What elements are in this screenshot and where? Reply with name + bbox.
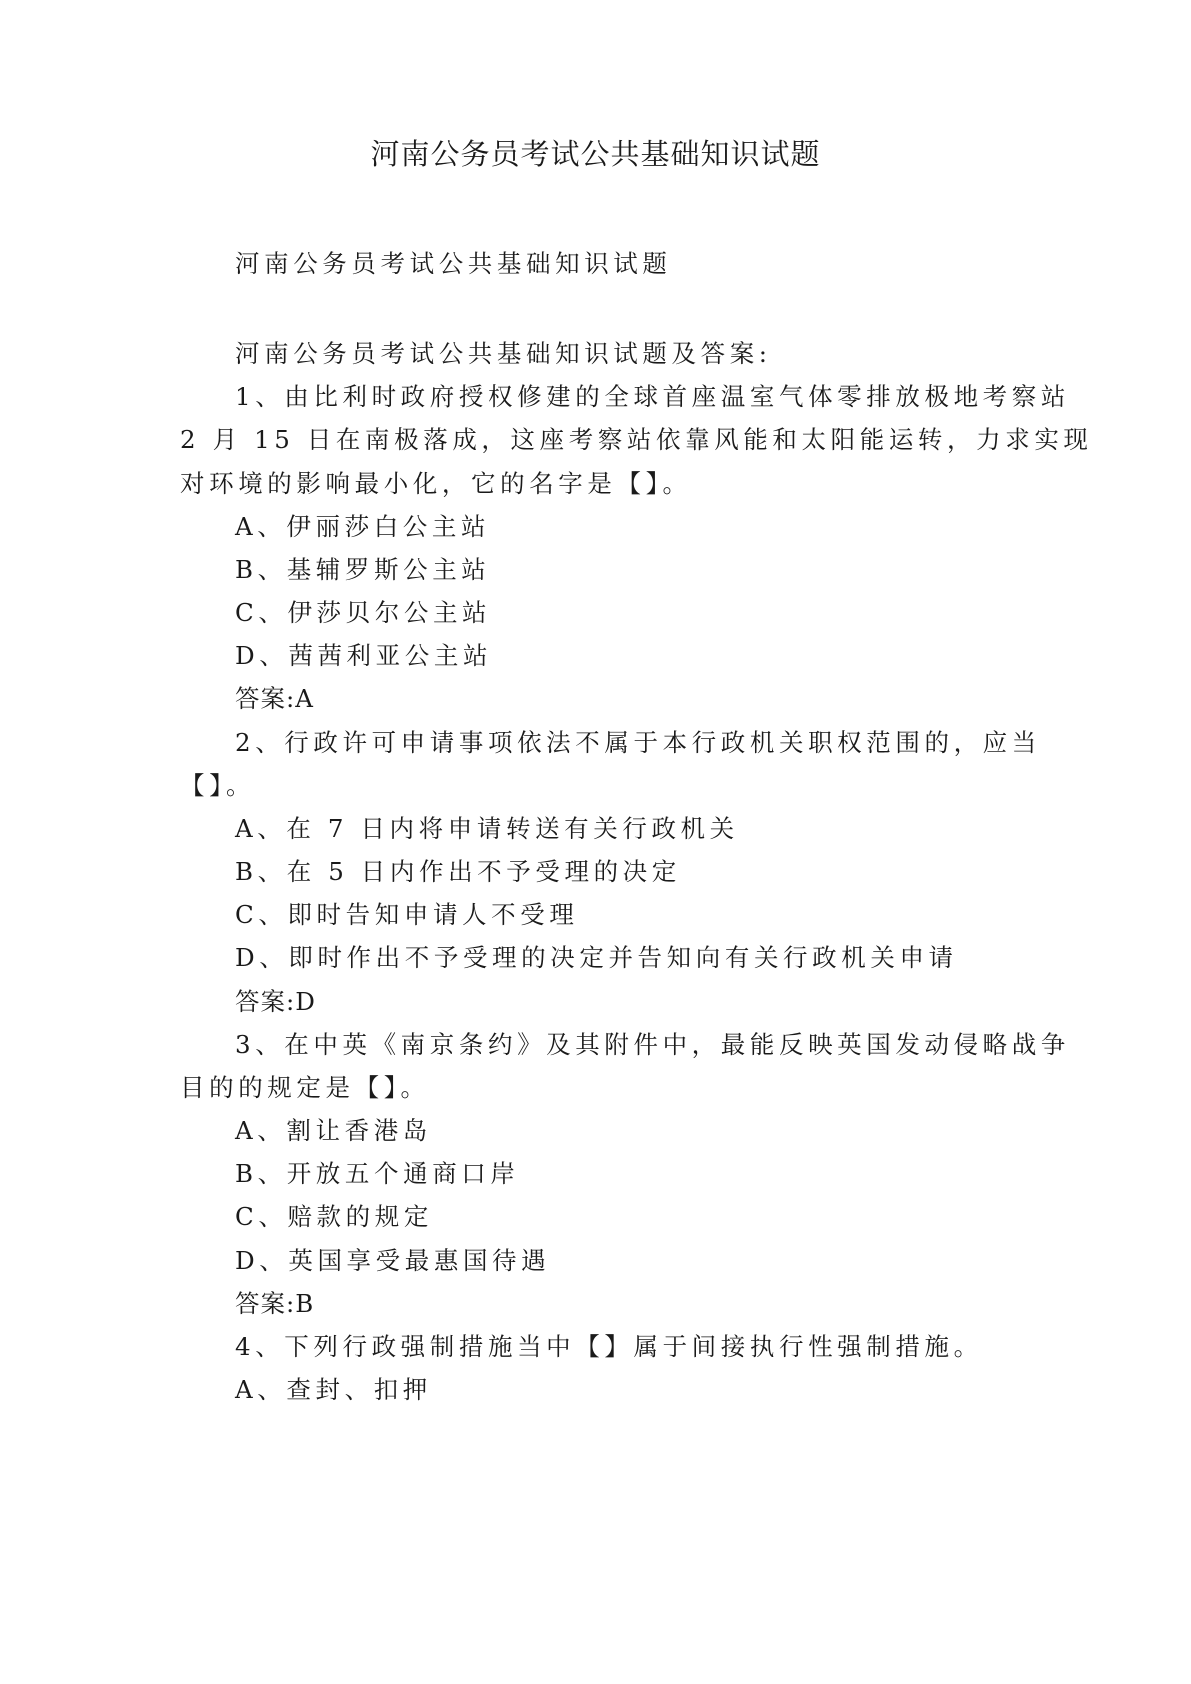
answer-text: 答案:A [235, 684, 314, 713]
option-a: A、割让香港岛 [235, 1116, 432, 1145]
question-text-line: 2 月 15 日在南极落成，这座考察站依靠风能和太阳能运转，力求实现 [180, 425, 1093, 454]
answer-text: 答案:D [235, 987, 316, 1016]
question-text-line: 对环境的影响最小化，它的名字是【】。 [180, 469, 692, 498]
option-d: D、茜茜利亚公主站 [235, 641, 493, 670]
subtitle: 河南公务员考试公共基础知识试题 [235, 249, 672, 278]
question-text-line: 3、在中英《南京条约》及其附件中，最能反映英国发动侵略战争 [235, 1030, 1070, 1059]
option-a: A、伊丽莎白公主站 [235, 512, 491, 541]
option-c: C、伊莎贝尔公主站 [235, 598, 492, 627]
option-a: A、查封、扣押 [235, 1375, 432, 1404]
option-b: B、基辅罗斯公主站 [235, 555, 491, 584]
question-text-line: 1、由比利时政府授权修建的全球首座温室气体零排放极地考察站 [235, 382, 1070, 411]
answer-text: 答案:B [235, 1289, 315, 1318]
option-d: D、英国享受最惠国待遇 [235, 1246, 551, 1275]
question-text-line: 2、行政许可申请事项依法不属于本行政机关职权范围的，应当 [235, 728, 1041, 757]
document-title: 河南公务员考试公共基础知识试题 [370, 137, 821, 171]
option-d: D、即时作出不予受理的决定并告知向有关行政机关申请 [235, 943, 958, 972]
option-b: B、在 5 日内作出不予受理的决定 [235, 857, 681, 886]
question-text-line: 【】。 [180, 771, 256, 800]
option-b: B、开放五个通商口岸 [235, 1159, 520, 1188]
question-text-line: 目的的规定是【】。 [180, 1073, 430, 1102]
option-c: C、即时告知申请人不受理 [235, 900, 579, 929]
option-a: A、在 7 日内将申请转送有关行政机关 [235, 814, 739, 843]
intro-text: 河南公务员考试公共基础知识试题及答案: [235, 339, 772, 368]
question-text-line: 4、下列行政强制措施当中【】属于间接执行性强制措施。 [235, 1332, 983, 1361]
option-c: C、赔款的规定 [235, 1202, 433, 1231]
